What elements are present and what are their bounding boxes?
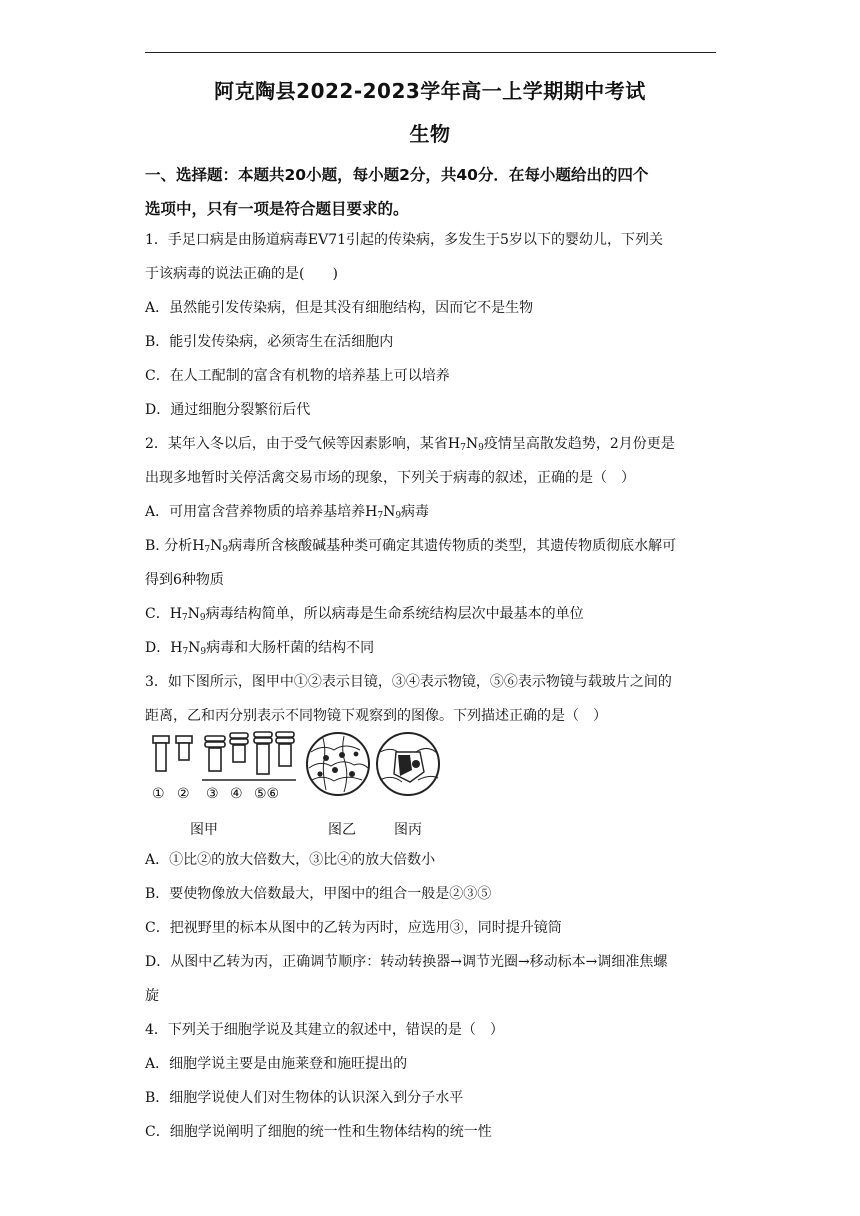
section-heading-line1: 一、选择题：本题共20小题，每小题2分，共40分．在每小题给出的四个 (145, 166, 649, 184)
microscope-figure (148, 730, 448, 842)
section-heading-line2: 选项中，只有一项是符合题目要求的。 (145, 200, 409, 218)
figure-number-56: ⑤⑥ (254, 786, 280, 802)
q3-stem-line1: 3．如下图所示，图甲中①②表示目镜，③④表示物镜，⑤⑥表示物镜与载玻片之间的 (145, 674, 672, 690)
objective-4-shape (230, 733, 248, 762)
q4-option-a: A．细胞学说主要是由施莱登和施旺提出的 (145, 1056, 408, 1072)
figure-label-yi: 图乙 (328, 822, 356, 838)
q1-option-d: D．通过细胞分裂繁衍后代 (145, 402, 311, 418)
view-bing (377, 733, 439, 795)
view-yi (307, 733, 369, 795)
exam-title: 阿克陶县2022-2023学年高一上学期期中考试 (214, 79, 646, 103)
q3-option-c: C．把视野里的标本从图中的乙转为丙时，应选用③，同时提升镜筒 (145, 920, 562, 936)
q2-stem-line1: 2．某年入冬以后，由于受气候等因素影响，某省$H_7N_9$疫情呈高散发趋势，2月份更是 (145, 436, 675, 453)
q2-option-b: B. 分析$H_7N_9$病毒所含核酸碱基种类可确定其遗传物质的类型，其遗传物质彻底水解可 (145, 538, 677, 555)
q4-option-b: B．细胞学说使人们对生物体的认识深入到分子水平 (145, 1090, 464, 1106)
objective-56-shape (254, 732, 294, 774)
q2-option-a: A．可用富含营养物质的培养基培养$H_7N_9$病毒 (145, 504, 430, 521)
q2-option-d: D．$H_7N_9$病毒和大肠杆菌的结构不同 (145, 640, 375, 657)
exam-subject: 生物 (409, 122, 451, 146)
q1-option-c: C．在人工配制的富含有机物的培养基上可以培养 (145, 368, 450, 384)
q2-stem-line2: 出现多地暂时关停活禽交易市场的现象，下列关于病毒的叙述，正确的是（ ） (145, 470, 635, 486)
eyepiece-2-shape (176, 736, 192, 760)
objective-3-shape (205, 736, 225, 771)
q3-stem-line2: 距离，乙和丙分别表示不同物镜下观察到的图像。下列描述正确的是（ ） (145, 708, 607, 724)
figure-label-bing: 图丙 (394, 822, 422, 838)
q3-option-a: A．①比②的放大倍数大，③比④的放大倍数小 (145, 852, 436, 868)
eyepiece-1-shape (153, 736, 169, 771)
figure-number-3: ③ (206, 786, 219, 802)
figure-number-1: ① (152, 786, 165, 802)
q4-stem: 4．下列关于细胞学说及其建立的叙述中，错误的是（ ） (145, 1022, 504, 1038)
figure-number-4: ④ (230, 786, 243, 802)
q2-option-b-line2: 得到6种物质 (145, 572, 224, 588)
q1-option-b: B．能引发传染病，必须寄生在活细胞内 (145, 334, 394, 350)
q1-stem-line1: 1．手足口病是由肠道病毒EV71引起的传染病，多发生于5岁以下的婴幼儿，下列关 (145, 232, 663, 248)
q3-option-b: B．要使物像放大倍数最大，甲图中的组合一般是②③⑤ (145, 886, 492, 902)
q1-option-a: A．虽然能引发传染病，但是其没有细胞结构，因而它不是生物 (145, 300, 534, 316)
figure-label-jia: 图甲 (190, 822, 218, 838)
q3-option-d-line2: 旋 (145, 988, 159, 1004)
header-rule (145, 52, 716, 53)
q3-option-d: D．从图中乙转为丙，正确调节顺序：转动转换器→调节光圈→移动标本→调细准焦螺 (145, 954, 668, 970)
figure-number-2: ② (177, 786, 190, 802)
q2-option-c: C．$H_7N_9$病毒结构简单，所以病毒是生命系统结构层次中最基本的单位 (145, 606, 584, 623)
q1-stem-line2: 于该病毒的说法正确的是( ) (145, 266, 338, 282)
q4-option-c: C．细胞学说阐明了细胞的统一性和生物体结构的统一性 (145, 1124, 492, 1140)
